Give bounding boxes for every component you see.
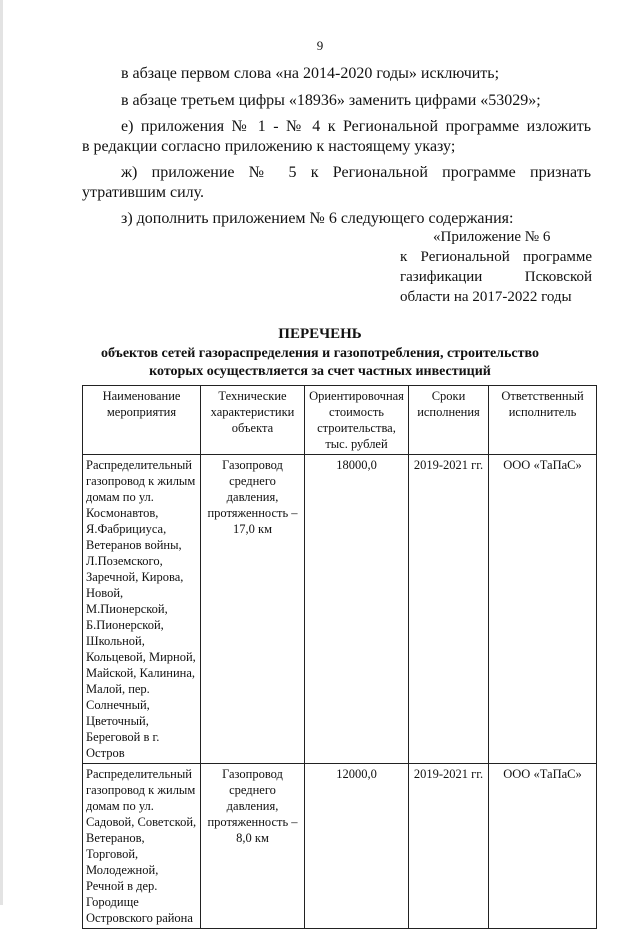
paragraph-2: в абзаце третьем цифры «18936» заменить цифрами «53029»; bbox=[121, 92, 541, 109]
column-header-name: Наименование мероприятия bbox=[83, 386, 201, 455]
cell-name: Распределительный газопровод к жилым домам по ул. Космонавтов, Я.Фабрициуса, Ветеранов войны, Л.Поземского, Заречной, Кирова, Новой, М.Пионерской, Б.Пионерской, Школьной, Кольцевой, Мирной, Майской, Калинина, Малой, пер. Солнечный, Цветочный, Береговой в г. Остров bbox=[83, 455, 201, 764]
scan-edge bbox=[0, 0, 3, 905]
paragraph-5: з) дополнить приложением № 6 следующего содержания: bbox=[121, 210, 514, 227]
cell-executor: ООО «ТаПаС» bbox=[489, 764, 597, 929]
paragraph-1: в абзаце первом слова «на 2014-2020 годы» исключить; bbox=[121, 65, 500, 82]
list-title: ПЕРЕЧЕНЬ bbox=[278, 326, 362, 342]
cell-executor: ООО «ТаПаС» bbox=[489, 455, 597, 764]
cell-tech: Газопровод среднего давления, протяженность – 17,0 км bbox=[201, 455, 305, 764]
cell-cost: 12000,0 bbox=[305, 764, 409, 929]
appendix-title: «Приложение № 6 bbox=[433, 229, 551, 245]
investment-table bbox=[82, 385, 597, 929]
paragraph-4-line-2: утратившим силу. bbox=[82, 184, 205, 201]
cell-cost: 18000,0 bbox=[305, 455, 409, 764]
column-header-executor: Ответственный исполнитель bbox=[489, 386, 597, 455]
column-header-cost: Ориентировочная стоимость строительства, тыс. рублей bbox=[305, 386, 409, 455]
cell-term: 2019-2021 гг. bbox=[409, 455, 489, 764]
cell-tech: Газопровод среднего давления, протяженность – 8,0 км bbox=[201, 764, 305, 929]
cell-name: Распределительный газопровод к жилым домам по ул. Садовой, Советской, Ветеранов, Торговой, Молодежной, Речной в дер. Городище Островского района bbox=[83, 764, 201, 929]
column-header-term: Сроки исполнения bbox=[409, 386, 489, 455]
column-header-tech: Технические характеристики объекта bbox=[201, 386, 305, 455]
paragraph-4-line-1: ж) приложение № 5 к Региональной программе признать bbox=[121, 164, 591, 181]
appendix-line-2: к Региональной программе bbox=[400, 249, 592, 265]
page-number: 9 bbox=[316, 38, 324, 53]
appendix-line-4: области на 2017-2022 годы bbox=[400, 289, 572, 305]
paragraph-3-line-1: е) приложения № 1 - № 4 к Региональной программе изложить bbox=[121, 118, 591, 135]
list-subtitle-2: которых осуществляется за счет частных инвестиций bbox=[149, 364, 491, 379]
table-row bbox=[83, 455, 597, 764]
appendix-line-3: газификации Псковской bbox=[400, 269, 592, 285]
list-subtitle-1: объектов сетей газораспределения и газопотребления, строительство bbox=[101, 346, 539, 361]
table-header-row bbox=[83, 386, 597, 455]
paragraph-3-line-2: в редакции согласно приложению к настоящему указу; bbox=[82, 138, 456, 155]
cell-term: 2019-2021 гг. bbox=[409, 764, 489, 929]
table-row bbox=[83, 764, 597, 929]
